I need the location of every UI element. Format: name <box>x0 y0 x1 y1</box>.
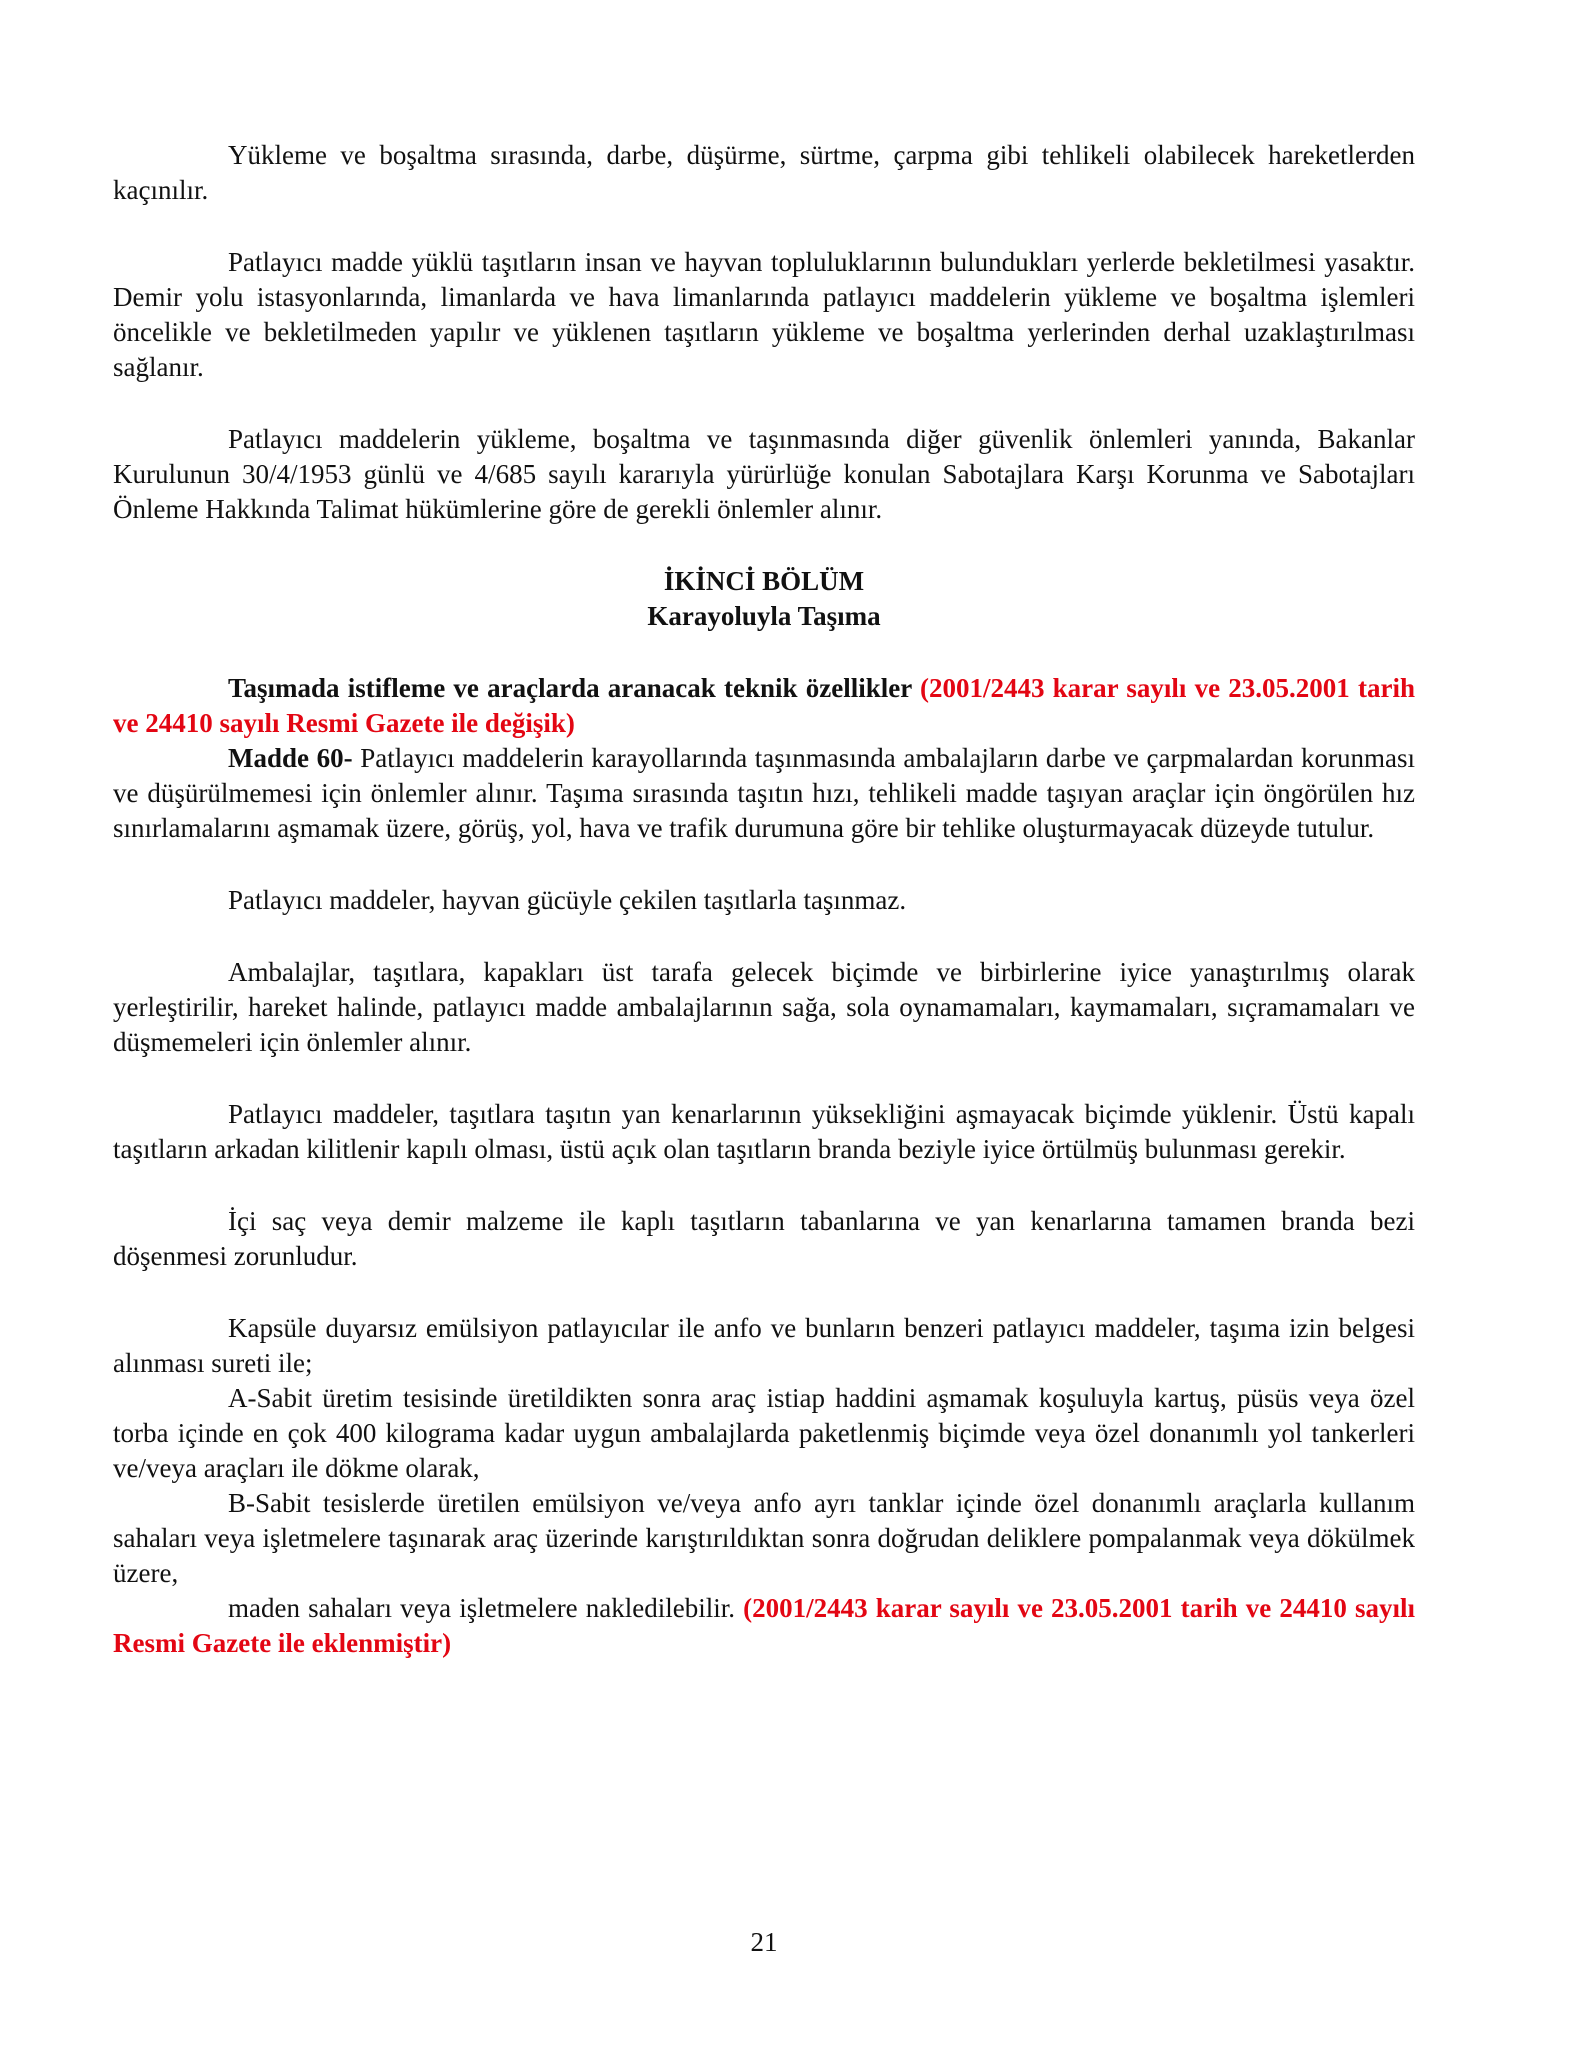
closing-text: maden sahaları veya işletmelere nakledilebilir. <box>228 1593 744 1623</box>
madde-60-label: Madde 60- <box>228 743 361 773</box>
paragraph-emulsion-intro: Kapsüle duyarsız emülsiyon patlayıcılar ile anfo ve bunların benzeri patlayıcı maddeler, taşıma izin belgesi alınması sureti ile; <box>113 1313 1415 1378</box>
paragraph-closing <box>113 1591 1415 1661</box>
paragraph-load-height: Patlayıcı maddeler, taşıtlara taşıtın yan kenarlarının yüksekliğini aşmayacak biçimde yüklenir. Üstü kapalı taşıtların arkadan kilitlenir kapılı olması, üstü açık olan taşıtların branda beziyle iyice örtülmüş bulunması gerekir. <box>113 1099 1415 1164</box>
paragraph-tarpaulin-lining: İçi saç veya demir malzeme ile kaplı taşıtların tabanlarına ve yan kenarlarına tamamen branda bezi döşenmesi zorunludur. <box>113 1206 1415 1271</box>
paragraph-package-placement: Ambalajlar, taşıtlara, kapakları üst tarafa gelecek biçimde ve birbirlerine iyice yanaştırılmış olarak yerleştirilir, hareket halinde, patlayıcı madde ambalajlarının sağa, sola oynamamaları, kaymamaları, sıçramamaları ve düşmemeleri için önlemler alınır. <box>113 957 1415 1057</box>
closing-amendment-note: (2001/2443 karar sayılı ve 23.05.2001 tarih ve 24410 sayılı Resmi Gazete ile eklenmiştir) <box>113 1593 1415 1658</box>
paragraph-waiting-prohibition: Patlayıcı madde yüklü taşıtların insan ve hayvan topluluklarının bulundukları yerlerde bekletilmesi yasaktır. Demir yolu istasyonlarında, limanlarda ve hava limanlarında patlayıcı maddelerin yükleme ve boşaltma işlemleri öncelikle ve bekletilmeden yapılır ve yüklenen taşıtların yükleme ve boşaltma yerlerinden derhal uzaklaştırılması sağlanır. <box>113 247 1415 382</box>
chapter-heading <box>113 564 1415 634</box>
paragraph-animal-drawn: Patlayıcı maddeler, hayvan gücüyle çekilen taşıtlarla taşınmaz. <box>228 885 907 915</box>
article-heading-title: Taşımada istifleme ve araçlarda aranacak teknik özellikler <box>228 673 920 703</box>
page-number: 21 <box>750 1927 778 1957</box>
paragraph-sabotage-measures: Patlayıcı maddelerin yükleme, boşaltma ve taşınmasında diğer güvenlik önlemleri yanında, Bakanlar Kurulunun 30/4/1953 günlü ve 4/685 sayılı kararıyla yürürlüğe konulan Sabotajlara Karşı Korunma ve Sabotajları Önleme Hakkında Talimat hükümlerine göre de gerekli önlemler alınır. <box>113 424 1415 524</box>
chapter-subtitle: Karayoluyla Taşıma <box>647 601 881 631</box>
paragraph-madde-60 <box>113 741 1415 846</box>
paragraph-item-b: B-Sabit tesislerde üretilen emülsiyon ve/veya anfo ayrı tanklar içinde özel donanımlı araçlarla kullanım sahaları veya işletmelere taşınarak araç üzerinde karıştırıldıktan sonra doğrudan deliklere pompalanmak veya dökülmek üzere, <box>113 1488 1415 1588</box>
article-heading <box>113 671 1415 741</box>
paragraph-item-a: A-Sabit üretim tesisinde üretildikten sonra araç istiap haddini aşmamak koşuluyla kartuş, püsüs veya özel torba içinde en çok 400 kilograma kadar uygun ambalajlarda paketlenmiş biçimde veya özel donanımlı yol tankerleri ve/veya araçları ile dökme olarak, <box>113 1383 1415 1483</box>
article-heading-amendment-note: (2001/2443 karar sayılı ve 23.05.2001 tarih ve 24410 sayılı Resmi Gazete ile değişik) <box>113 673 1415 738</box>
madde-60-text: Patlayıcı maddelerin karayollarında taşınmasında ambalajların darbe ve çarpmalardan korunması ve düşürülmemesi için önlemler alınır. Taşıma sırasında taşıtın hızı, tehlikeli madde taşıyan araçlar için öngörülen hız sınırlamalarını aşmamak üzere, görüş, yol, hava ve trafik durumuna göre bir tehlike oluşturmayacak düzeyde tutulur. <box>113 743 1415 843</box>
paragraph-loading-care: Yükleme ve boşaltma sırasında, darbe, düşürme, sürtme, çarpma gibi tehlikeli olabilecek hareketlerden kaçınılır. <box>113 140 1415 205</box>
chapter-title: İKİNCİ BÖLÜM <box>663 566 865 596</box>
